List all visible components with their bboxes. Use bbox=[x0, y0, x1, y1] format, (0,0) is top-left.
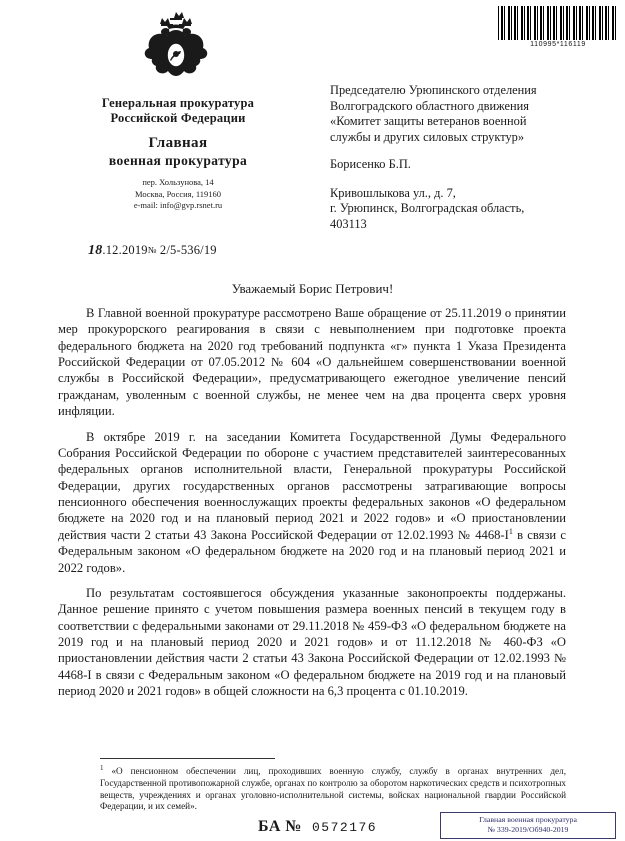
letter-body bbox=[58, 305, 566, 699]
registration-stamp bbox=[440, 812, 616, 839]
body-paragraph-2-tail: в связи с Федеральным законом «О федеральном бюджете на 2020 год и на плановый период 2021 и 2022 годов». bbox=[58, 527, 567, 575]
barcode-block bbox=[498, 6, 618, 48]
addressee-line2: Волгоградского областного движения bbox=[330, 98, 530, 113]
body-paragraph-3: По результатам состоявшегося обсуждения указанные законопроекты поддержаны. Данное решение принято с учетом повышения размера военных пенсий в текущем году в соответствии с федеральными законами от 29.11.2018 № 459-ФЗ «О федеральном бюджете на 2019 год и на плановый период 2020 и 2021 годов» и от 11.12.2018 № 460-ФЗ «О приостановлении действия части 2 статьи 43 Закона Российской Федерации от 12.02.1993 № 4468-I в связи с Федеральным законом «О федеральном бюджете на 2019 год и на плановый период 2020 и 2021 годов» в общей сложности на 6,3 процента с 01.10.2019. bbox=[58, 585, 566, 699]
addressee-line4: службы и других силовых структур» bbox=[330, 129, 525, 144]
barcode-image bbox=[498, 6, 616, 40]
addressee-line3: «Комитет защиты ветеранов военной bbox=[330, 114, 527, 128]
addressee-line1: Председателю Урюпинского отделения bbox=[330, 83, 537, 97]
outgoing-number-line bbox=[88, 243, 217, 259]
russian-coat-of-arms-icon bbox=[140, 8, 212, 88]
registration-stamp-org: Главная военная прокуратура bbox=[479, 815, 577, 824]
outgoing-no-label: № bbox=[147, 245, 157, 255]
addressee-address-line1: Кривошлыкова ул., д. 7, bbox=[330, 185, 456, 200]
letterhead-org-line2: Российской Федерации bbox=[110, 111, 246, 126]
addressee-block bbox=[330, 83, 610, 232]
letterhead bbox=[58, 96, 298, 212]
outgoing-number: 2/5-536/19 bbox=[159, 243, 217, 257]
letterhead-address-line2: Москва, Россия, 119160 bbox=[134, 188, 222, 199]
body-paragraph-1: В Главной военной прокуратуре рассмотрено Ваше обращение от 25.11.2019 о принятии мер прокурорского реагирования в связи с невыполнением при подготовке проекта федерального бюджета на 2020 год требований подпункта «г» пункта 1 Указа Президента Российской Федерации от 07.05.2012 № 604 «О дальнейшем совершенствовании военной службы в Российской Федерации», предусматривающего ежегодное увеличение пенсий гражданам, уволенным с военной службы, не менее чем на два процента сверх уровня инфляции. bbox=[58, 306, 566, 419]
letterhead-email: e-mail: info@gvp.rsnet.ru bbox=[133, 200, 223, 211]
letterhead-main-line1: Главная bbox=[148, 134, 208, 151]
outgoing-date: .12.2019 bbox=[102, 243, 148, 257]
addressee-postal-code: 403113 bbox=[330, 216, 367, 231]
footnote-marker: 1 bbox=[100, 764, 104, 772]
registration-stamp-number: № 339-2019/Об940-2019 bbox=[487, 825, 569, 835]
addressee-address-line2: г. Урюпинск, Волгоградская область, bbox=[330, 201, 525, 215]
letterhead-main-line2: военная прокуратура bbox=[108, 152, 248, 168]
footnote-reference: 1 bbox=[508, 526, 513, 536]
addressee-person: Борисенко Б.П. bbox=[330, 157, 411, 171]
form-serial-value: 0572176 bbox=[312, 820, 378, 835]
footnote bbox=[100, 764, 566, 813]
letterhead-address-line1: пер. Хользунова, 14 bbox=[142, 177, 214, 188]
form-serial-label: БА № bbox=[258, 818, 302, 835]
letterhead-org-line1: Генеральная прокуратура bbox=[101, 96, 255, 110]
salutation: Уважаемый Борис Петрович! bbox=[231, 281, 394, 296]
body-paragraph-2 bbox=[58, 429, 566, 576]
outgoing-day: 18 bbox=[88, 243, 103, 258]
footnote-text: «О пенсионном обеспечении лиц, проходивших военную службу, службу в органах внутренних дел, Государственной противопожарной службе, органах по контролю за оборотом наркотических средств и психотропных веществ, учреждениях и органах уголовно-исполнительной системы, войсках национальной гвардии Российской Федерации, и их семей». bbox=[100, 766, 566, 812]
form-serial-number bbox=[258, 818, 377, 836]
barcode-number: 110995*116119 bbox=[530, 41, 586, 48]
footnote-divider bbox=[100, 758, 275, 759]
body-paragraph-2-main: В октябре 2019 г. на заседании Комитета Государственной Думы Федерального Собрания Российской Федерации по обороне с участием представителей заинтересованных федеральных органов исполнительной власти, Генеральной прокуратуры Российской Федерации, других государственных органов рассмотрены затрагивающие вопросы пенсионного обеспечения военнослужащих проекты федеральных законов «О федеральном бюджете на 2020 год и на плановый период 2021 и 2022 годов» и «О приостановлении действия части 2 статьи 43 Закона Российской Федерации от 12.02.1993 № 4468-I bbox=[58, 429, 566, 542]
